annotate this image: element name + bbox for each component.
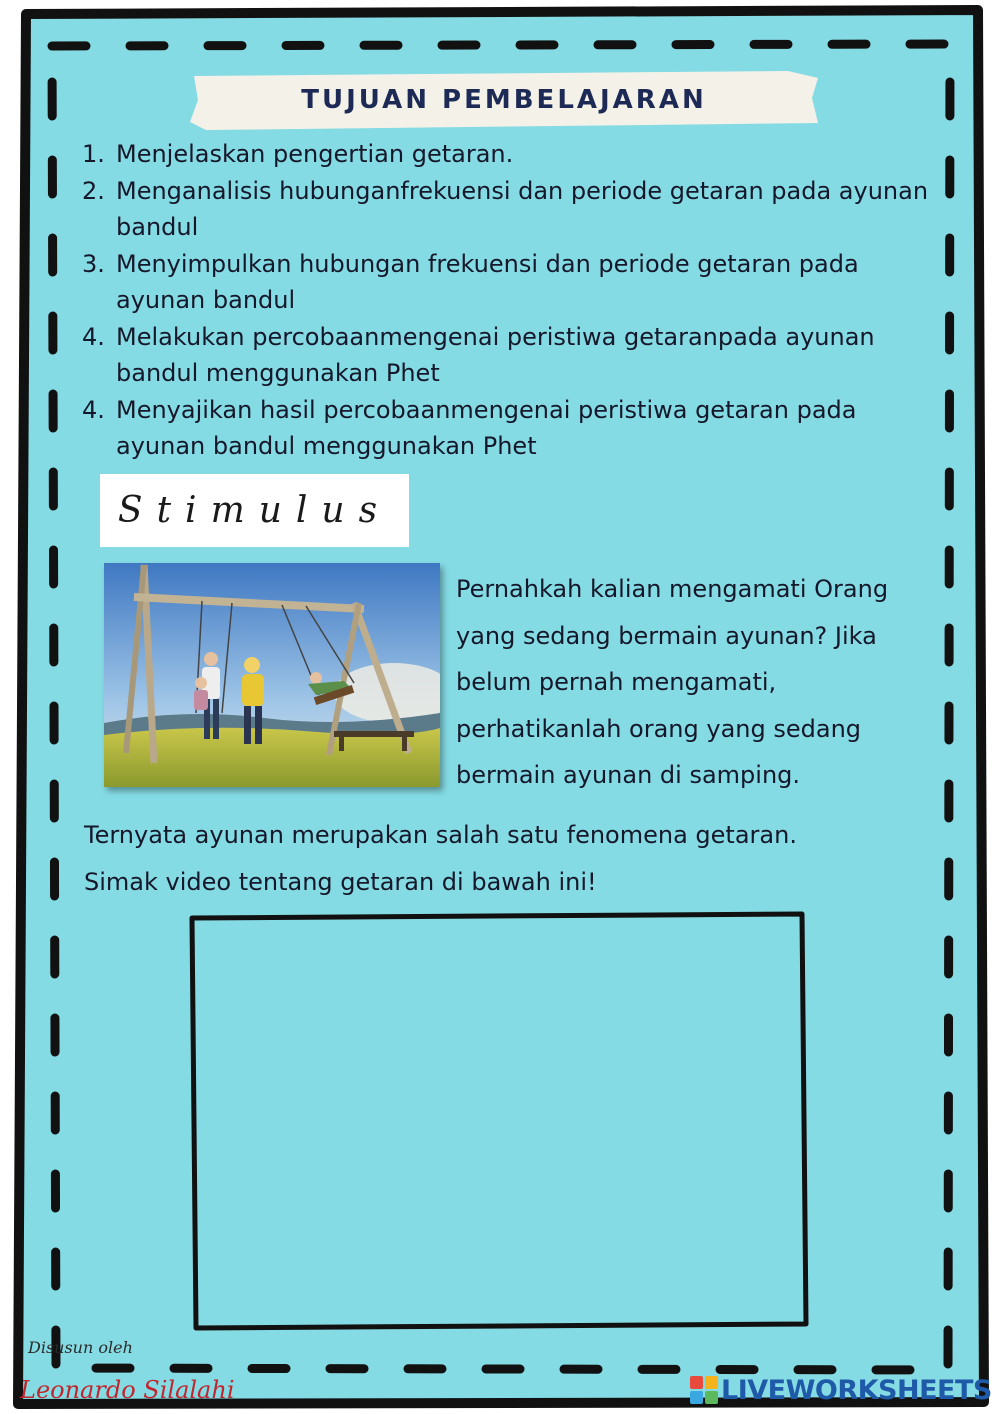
stimulus-label-box (100, 474, 409, 547)
objective-item (82, 392, 942, 465)
video-frame[interactable] (184, 908, 814, 1338)
objective-item (82, 246, 942, 319)
objective-text: Menyajikan hasil percobaanmengenai peristiwa getaran pada ayunan bandul menggunakan Phet (116, 395, 857, 460)
objective-text: Menjelaskan pengertian getaran. (116, 140, 514, 168)
objective-item (82, 136, 942, 173)
objective-number: 4. (82, 395, 105, 424)
body-line: Ternyata ayunan merupakan salah satu fenomena getaran. (84, 821, 797, 849)
body-line: Simak video tentang getaran di bawah ini! (84, 868, 597, 896)
objectives-list (82, 136, 942, 465)
liveworksheets-logo-icon (690, 1376, 718, 1404)
liveworksheets-watermark[interactable] (690, 1374, 992, 1406)
credit-author: Leonardo Silalahi (20, 1376, 235, 1404)
objective-text: Menyimpulkan hubungan frekuensi dan periode getaran pada ayunan bandul (116, 249, 859, 314)
objective-number: 4. (82, 322, 105, 351)
swing-photo (104, 563, 440, 787)
stimulus-paragraph: Pernahkah kalian mengamati Orang yang sedang bermain ayunan? Jika belum pernah mengamati, perhatikanlah orang yang sedang bermain ayunan di samping. (456, 575, 889, 789)
page-title: TUJUAN PEMBELAJARAN (301, 85, 707, 115)
objective-item (82, 319, 942, 392)
watermark-text: LIVEWORKSHEETS (721, 1374, 992, 1406)
objective-text: Melakukan percobaanmengenai peristiwa getaranpada ayunan bandul menggunakan Phet (116, 322, 875, 387)
title-banner (188, 68, 820, 132)
objective-text: Menganalisis hubunganfrekuensi dan periode getaran pada ayunan bandul (116, 176, 929, 241)
credit-label: Disusun oleh (28, 1338, 133, 1357)
stimulus-label: Stimulus (117, 490, 392, 531)
objective-item (82, 173, 942, 246)
objective-number: 1. (82, 140, 105, 168)
objective-number: 2. (82, 176, 105, 205)
body-text (84, 812, 964, 906)
objective-number: 3. (82, 249, 105, 278)
